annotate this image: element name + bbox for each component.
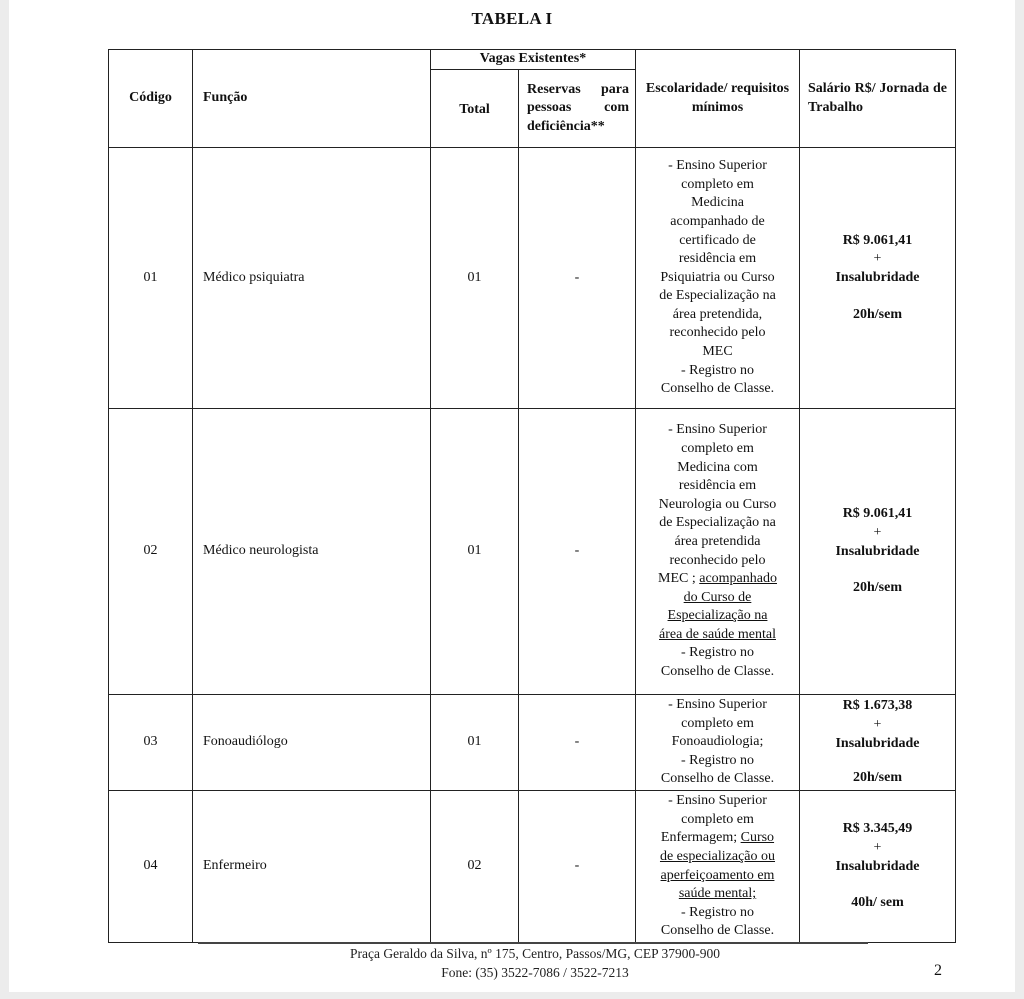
table-row xyxy=(109,791,956,943)
req-line: Medicina xyxy=(691,195,744,211)
req-underlined: Curso xyxy=(740,830,775,846)
req-underlined: Especialização na xyxy=(667,608,768,624)
req-line: completo em xyxy=(681,715,754,731)
row-requisitos xyxy=(636,695,800,791)
table-row xyxy=(109,695,956,791)
req-line: - Registro no xyxy=(680,904,755,920)
req-line: - Registro no xyxy=(680,362,755,378)
row-funcao: Enfermeiro xyxy=(193,791,431,943)
req-line: residência em xyxy=(678,478,757,494)
req-line: de Especialização na xyxy=(659,515,776,531)
salary-plus: + xyxy=(873,839,882,855)
req-line: Conselho de Classe. xyxy=(660,664,775,680)
req-underlined: saúde mental; xyxy=(678,886,757,902)
req-enf: Enfermagem; xyxy=(660,830,738,846)
req-line: - Ensino Superior xyxy=(668,422,767,438)
salary-plus: + xyxy=(873,524,882,540)
row-reservas: - xyxy=(519,695,636,791)
row-salario xyxy=(800,409,956,695)
row-codigo: 04 xyxy=(109,791,193,943)
req-line: reconhecido pelo xyxy=(669,325,766,341)
req-line: completo em xyxy=(681,811,754,827)
footer-address: Praça Geraldo da Silva, nº 175, Centro, Passos/MG, CEP 37900-900 xyxy=(349,946,721,961)
row-salario xyxy=(800,695,956,791)
req-line: - Registro no xyxy=(680,752,755,768)
row-requisitos xyxy=(636,409,800,695)
page-number: 2 xyxy=(934,962,942,979)
salary-adicional: Insalubridade xyxy=(835,543,920,559)
req-line: completo em xyxy=(681,176,754,192)
salary-value: R$ 3.345,49 xyxy=(842,821,913,837)
header-codigo: Código xyxy=(109,50,193,148)
req-line: reconhecido pelo xyxy=(669,552,766,568)
req-underlined: acompanhado xyxy=(699,571,777,587)
header-reservas: Reservas para pessoas com deficiência** xyxy=(519,70,636,148)
req-line: completo em xyxy=(681,440,754,456)
req-line xyxy=(640,829,795,848)
salary-adicional: Insalubridade xyxy=(835,735,920,751)
header-total: Total xyxy=(431,70,519,148)
header-funcao: Função xyxy=(193,50,431,148)
req-line: área pretendida xyxy=(674,533,761,549)
req-line: Fonoaudiologia; xyxy=(671,734,764,750)
req-underlined: área de saúde mental xyxy=(659,626,776,642)
req-underlined: do Curso de xyxy=(683,589,752,605)
page-edge-right xyxy=(1015,0,1024,999)
row-codigo: 01 xyxy=(109,148,193,409)
row-total: 01 xyxy=(431,409,519,695)
footer-phone: Fone: (35) 3522-7086 / 3522-7213 xyxy=(441,965,629,980)
row-requisitos xyxy=(636,791,800,943)
req-line: Conselho de Classe. xyxy=(660,771,775,787)
salary-plus: + xyxy=(873,716,882,732)
vacancy-table xyxy=(108,49,956,943)
row-total: 02 xyxy=(431,791,519,943)
row-codigo: 02 xyxy=(109,409,193,695)
row-reservas: - xyxy=(519,409,636,695)
salary-value: R$ 1.673,38 xyxy=(842,698,913,714)
row-salario xyxy=(800,791,956,943)
req-line: Conselho de Classe. xyxy=(660,381,775,397)
footer-divider xyxy=(198,942,868,944)
salary-plus: + xyxy=(873,251,882,267)
row-total: 01 xyxy=(431,148,519,409)
salary-value: R$ 9.061,41 xyxy=(842,232,913,248)
page-bottom-edge xyxy=(0,992,1024,999)
req-line: certificado de xyxy=(679,232,756,248)
req-line: acompanhado de xyxy=(670,213,765,229)
req-line: MEC xyxy=(702,344,733,360)
req-line xyxy=(640,570,795,589)
page-edge-left xyxy=(0,0,9,999)
req-underlined: aperfeiçoamento em xyxy=(660,867,775,883)
req-line: - Ensino Superior xyxy=(668,793,767,809)
req-line: Psiquiatria ou Curso xyxy=(660,269,775,285)
row-reservas: - xyxy=(519,791,636,943)
row-total: 01 xyxy=(431,695,519,791)
req-line: Neurologia ou Curso xyxy=(658,496,777,512)
salary-adicional: Insalubridade xyxy=(835,270,920,285)
salary-jornada: 20h/sem xyxy=(853,306,902,322)
salary-jornada: 40h/ sem xyxy=(851,895,904,911)
req-line: área pretendida, xyxy=(672,306,763,322)
row-funcao: Fonoaudiólogo xyxy=(193,695,431,791)
row-requisitos xyxy=(636,148,800,409)
req-line: - Ensino Superior xyxy=(668,697,767,713)
req-line: residência em xyxy=(678,251,757,267)
row-funcao: Médico neurologista xyxy=(193,409,431,695)
document-title: TABELA I xyxy=(471,9,553,28)
salary-value: R$ 9.061,41 xyxy=(842,506,913,522)
row-reservas: - xyxy=(519,148,636,409)
req-line: Conselho de Classe. xyxy=(660,923,775,939)
req-line: de Especialização na xyxy=(659,288,776,304)
req-line: - Ensino Superior xyxy=(668,158,767,174)
req-line: - Registro no xyxy=(680,645,755,661)
header-escolaridade: Escolaridade/ requisitos mínimos xyxy=(636,50,800,148)
row-funcao: Médico psiquiatra xyxy=(193,148,431,409)
req-underlined: de especialização ou xyxy=(659,848,776,864)
salary-adicional: Insalubridade xyxy=(835,858,920,874)
header-salario: Salário R$/ Jornada de Trabalho xyxy=(800,50,956,148)
salary-jornada: 20h/sem xyxy=(853,770,902,786)
req-mec: MEC ; xyxy=(658,571,696,587)
header-vagas: Vagas Existentes* xyxy=(431,50,636,70)
req-line: Medicina com xyxy=(677,459,758,475)
salary-jornada: 20h/sem xyxy=(853,580,902,596)
table-row xyxy=(109,409,956,695)
header-row xyxy=(109,50,956,70)
row-codigo: 03 xyxy=(109,695,193,791)
row-salario xyxy=(800,148,956,409)
table-row xyxy=(109,148,956,409)
